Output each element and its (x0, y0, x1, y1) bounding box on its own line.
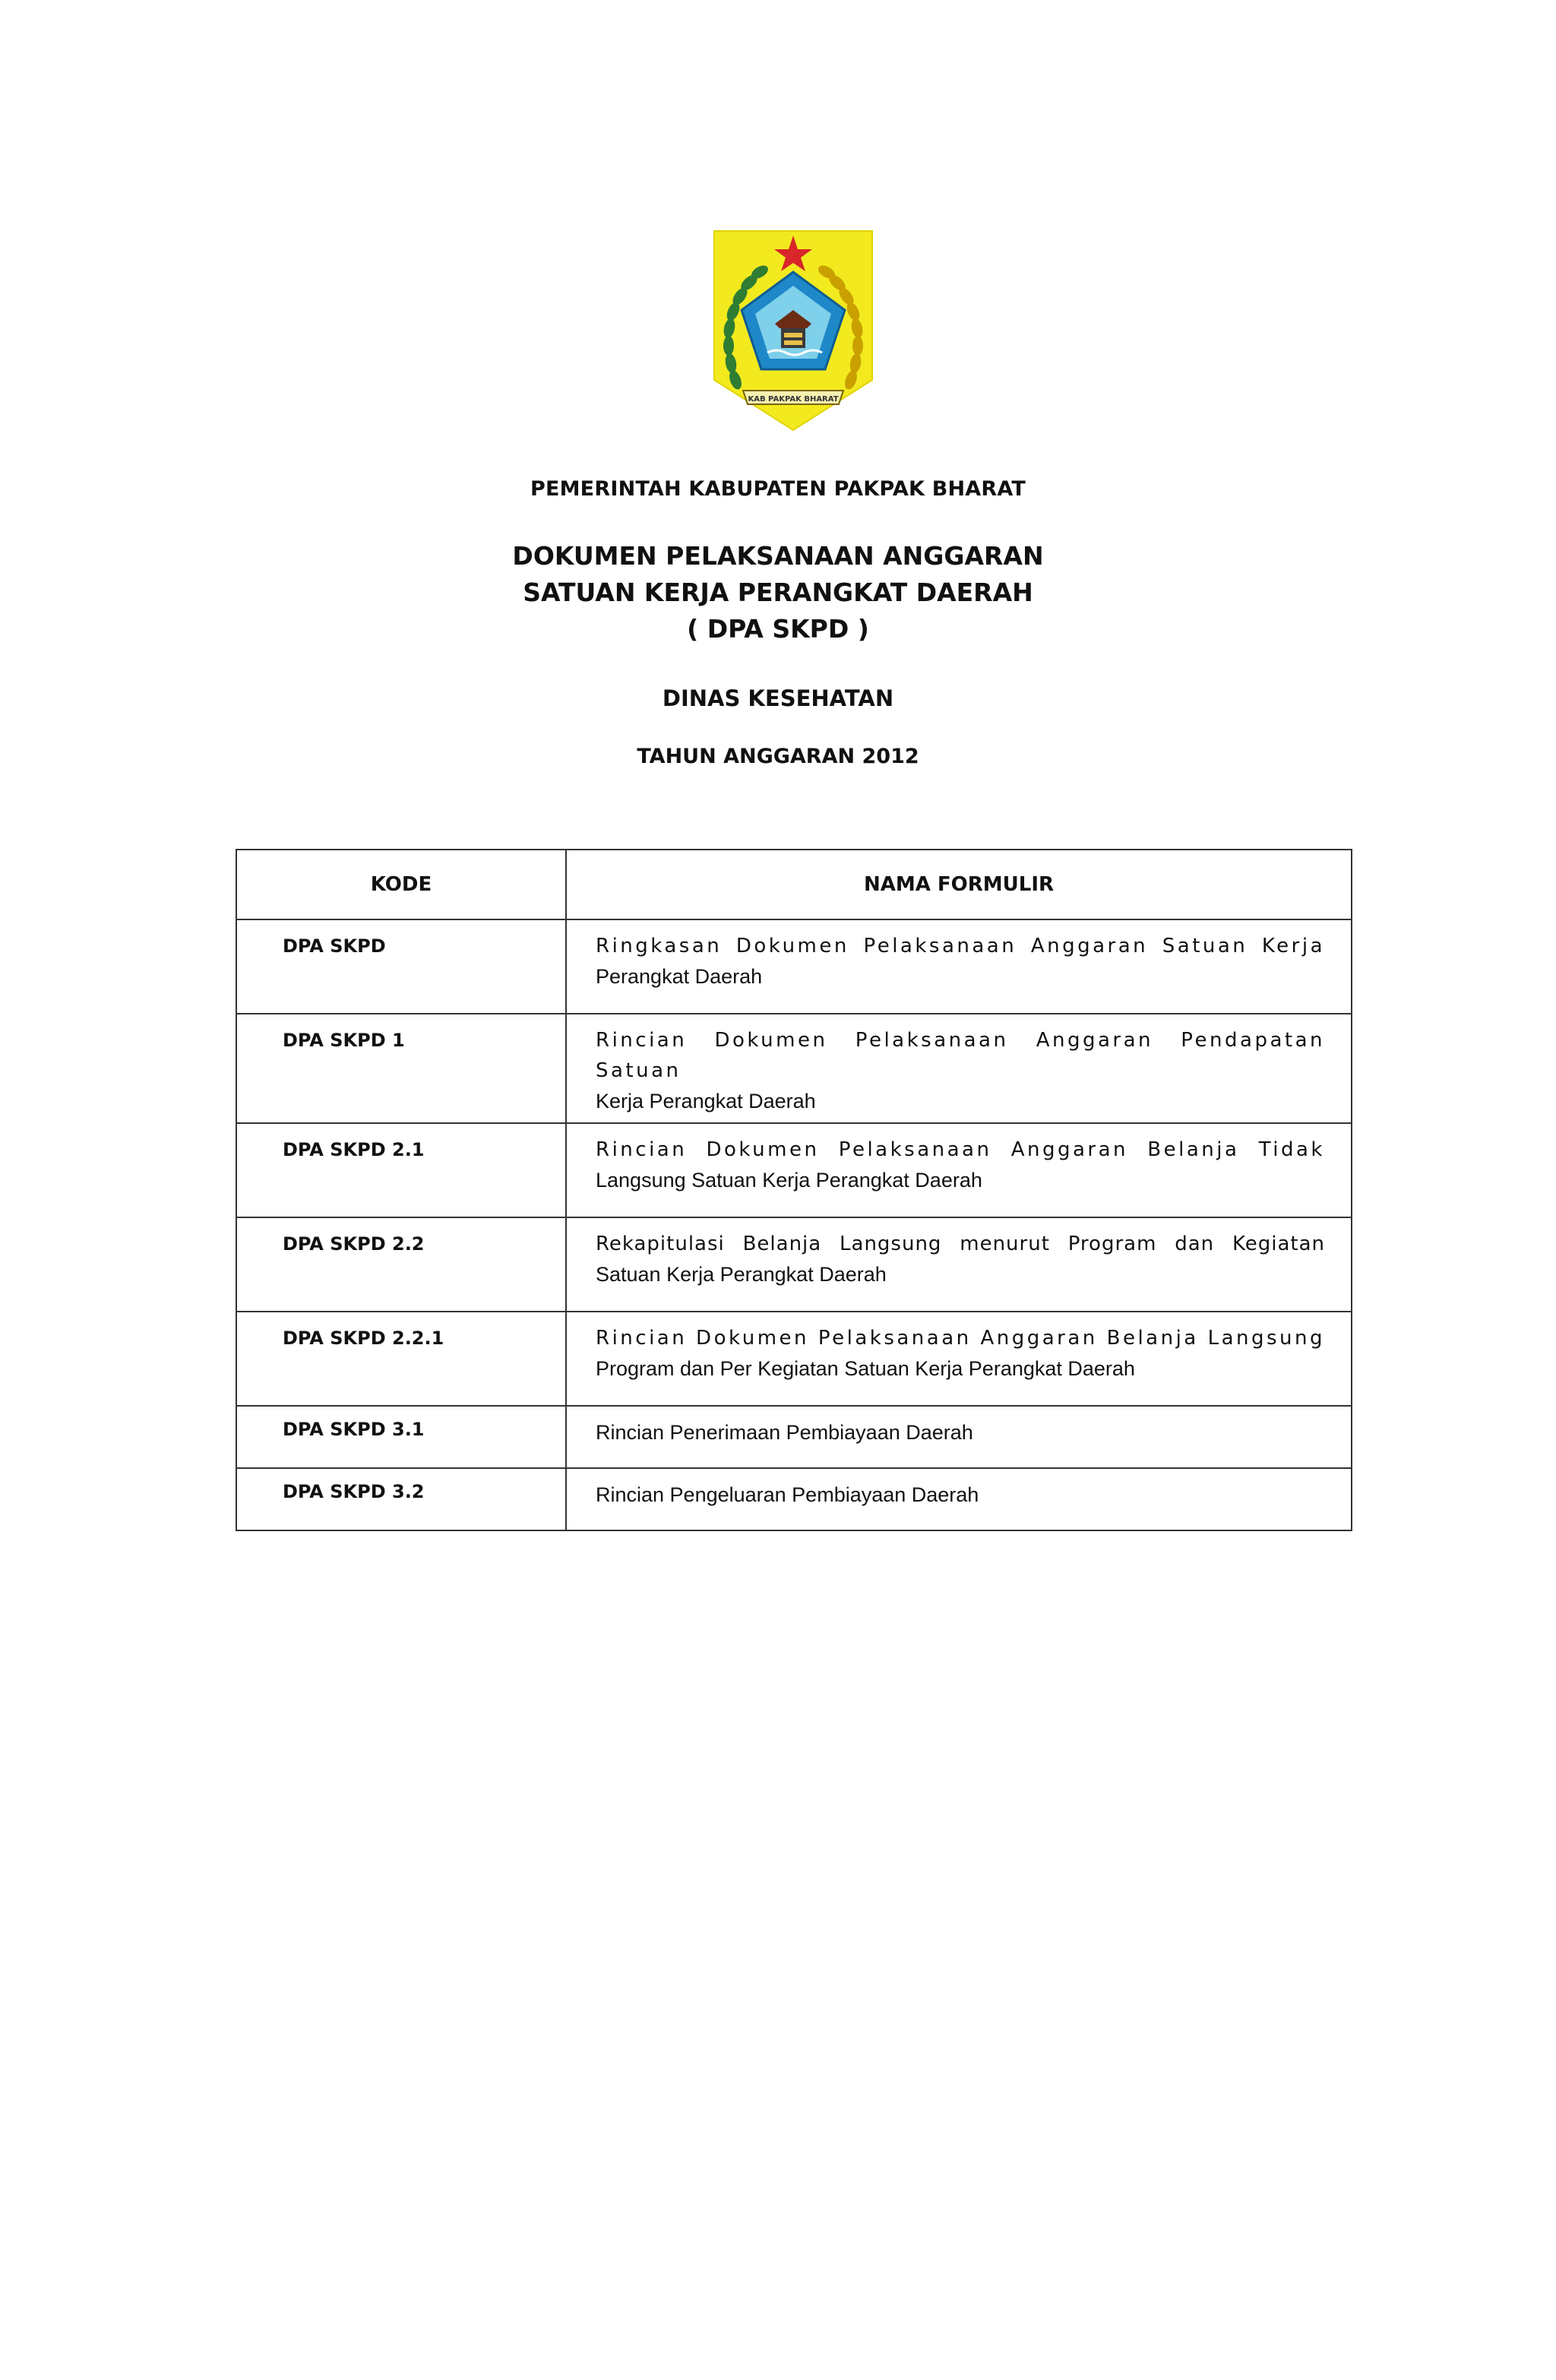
table-header-row (236, 850, 1352, 919)
emblem-icon (710, 228, 877, 433)
row-nama-line: Rincian Dokumen Pelaksanaan Anggaran Belanja Tidak (596, 1138, 1325, 1161)
svg-text:KAB PAKPAK BHARAT: KAB PAKPAK BHARAT (748, 395, 839, 404)
row-nama-line: Program dan Per Kegiatan Satuan Kerja Perangkat Daerah (596, 1357, 1135, 1380)
row-nama-line: Rincian Dokumen Pelaksanaan Anggaran Pendapatan Satuan (596, 1029, 1325, 1082)
regency-emblem-logo (710, 228, 877, 433)
row-nama-line: Rekapitulasi Belanja Langsung menurut Program dan Kegiatan (596, 1233, 1325, 1255)
row-nama-line: Kerja Perangkat Daerah (596, 1090, 816, 1112)
row-kode: DPA SKPD 2.2.1 (236, 1312, 566, 1406)
row-nama-line: Rincian Dokumen Pelaksanaan Anggaran Belanja Langsung (596, 1327, 1325, 1350)
document-title-line: SATUAN KERJA PERANGKAT DAERAH (523, 578, 1033, 607)
table-row (236, 919, 1352, 1014)
row-nama (566, 919, 1352, 1014)
row-nama-line: Rincian Pengeluaran Pembiayaan Daerah (596, 1483, 979, 1506)
table-row (236, 1406, 1352, 1468)
row-nama (566, 1468, 1352, 1530)
column-header-kode: KODE (236, 850, 566, 919)
table-row (236, 1217, 1352, 1312)
row-nama-line: Ringkasan Dokumen Pelaksanaan Anggaran Satuan Kerja (596, 935, 1325, 957)
table-row (236, 1468, 1352, 1530)
agency-name: DINAS KESEHATAN (662, 685, 894, 711)
row-nama-line: Perangkat Daerah (596, 965, 763, 988)
document-title (0, 538, 1556, 647)
table-row (236, 1014, 1352, 1123)
row-nama (566, 1312, 1352, 1406)
table-row (236, 1123, 1352, 1217)
row-nama (566, 1217, 1352, 1312)
row-kode: DPA SKPD 2.1 (236, 1123, 566, 1217)
row-nama-line: Langsung Satuan Kerja Perangkat Daerah (596, 1169, 982, 1192)
row-kode: DPA SKPD 1 (236, 1014, 566, 1123)
row-nama-line: Satuan Kerja Perangkat Daerah (596, 1263, 887, 1286)
row-kode: DPA SKPD 3.1 (236, 1406, 566, 1468)
document-title-line: ( DPA SKPD ) (687, 614, 869, 644)
column-header-nama: NAMA FORMULIR (566, 850, 1352, 919)
row-nama (566, 1123, 1352, 1217)
row-kode: DPA SKPD (236, 919, 566, 1014)
row-nama (566, 1406, 1352, 1468)
row-nama (566, 1014, 1352, 1123)
fiscal-year: TAHUN ANGGARAN 2012 (637, 745, 919, 768)
table-row (236, 1312, 1352, 1406)
government-name: PEMERINTAH KABUPATEN PAKPAK BHARAT (530, 477, 1026, 501)
document-title-line: DOKUMEN PELAKSANAAN ANGGARAN (512, 541, 1044, 571)
row-kode: DPA SKPD 3.2 (236, 1468, 566, 1530)
row-nama-line: Rincian Penerimaan Pembiayaan Daerah (596, 1421, 973, 1444)
row-kode: DPA SKPD 2.2 (236, 1217, 566, 1312)
form-index-table (236, 849, 1352, 1531)
